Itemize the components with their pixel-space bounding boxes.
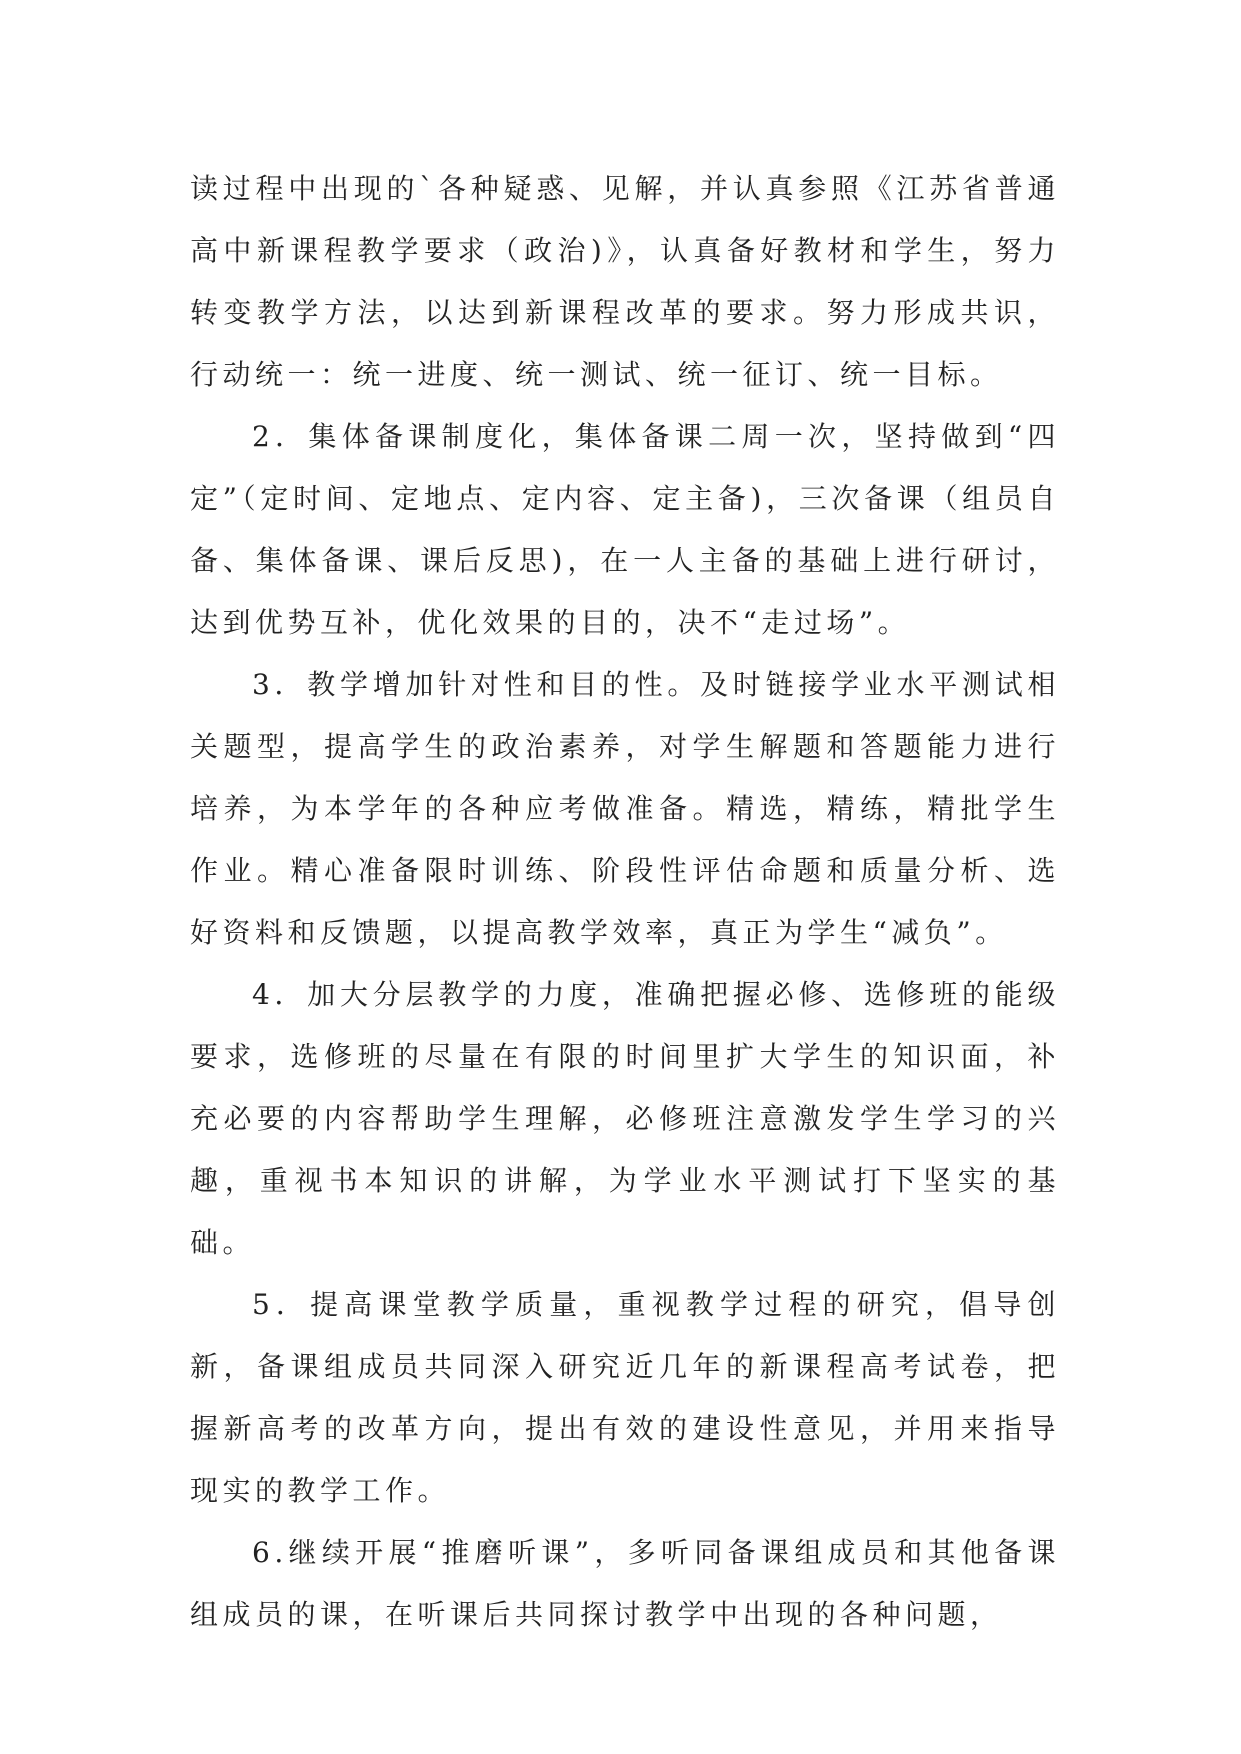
paragraph-3: 3．教学增加针对性和目的性。及时链接学业水平测试相关题型，提高学生的政治素养，对学生解题和答题能力进行培养，为本学年的各种应考做准备。精选，精练，精批学生作业。精心准备限时训练、阶段性评估命题和质量分析、选好资料和反馈题，以提高教学效率，真正为学生“减负”。	[190, 668, 1060, 949]
paragraph-1: 读过程中出现的`各种疑惑、见解，并认真参照《江苏省普通高中新课程教学要求（政治)》，认真备好教材和学生，努力转变教学方法，以达到新课程改革的要求。努力形成共识，行动统一：统一进度、统一测试、统一征订、统一目标。	[190, 172, 1060, 391]
paragraph-5: 5．提高课堂教学质量，重视教学过程的研究，倡导创新，备课组成员共同深入研究近几年的新课程高考试卷，把握新高考的改革方向，提出有效的建设性意见，并用来指导现实的教学工作。	[190, 1288, 1060, 1507]
paragraph-4: 4．加大分层教学的力度，准确把握必修、选修班的能级要求，选修班的尽量在有限的时间里扩大学生的知识面，补充必要的内容帮助学生理解，必修班注意激发学生学习的兴趣，重视书本知识的讲解，为学业水平测试打下坚实的基础。	[190, 978, 1060, 1259]
paragraph-6: 6.继续开展“推磨听课”，多听同备课组成员和其他备课组成员的课，在听课后共同探讨教学中出现的各种问题，	[190, 1536, 1060, 1631]
document-body	[190, 158, 1060, 1646]
paragraph-2: 2．集体备课制度化，集体备课二周一次，坚持做到“四定”（定时间、定地点、定内容、定主备)，三次备课（组员自备、集体备课、课后反思)，在一人主备的基础上进行研讨，达到优势互补，优化效果的目的，决不“走过场”。	[190, 420, 1060, 639]
